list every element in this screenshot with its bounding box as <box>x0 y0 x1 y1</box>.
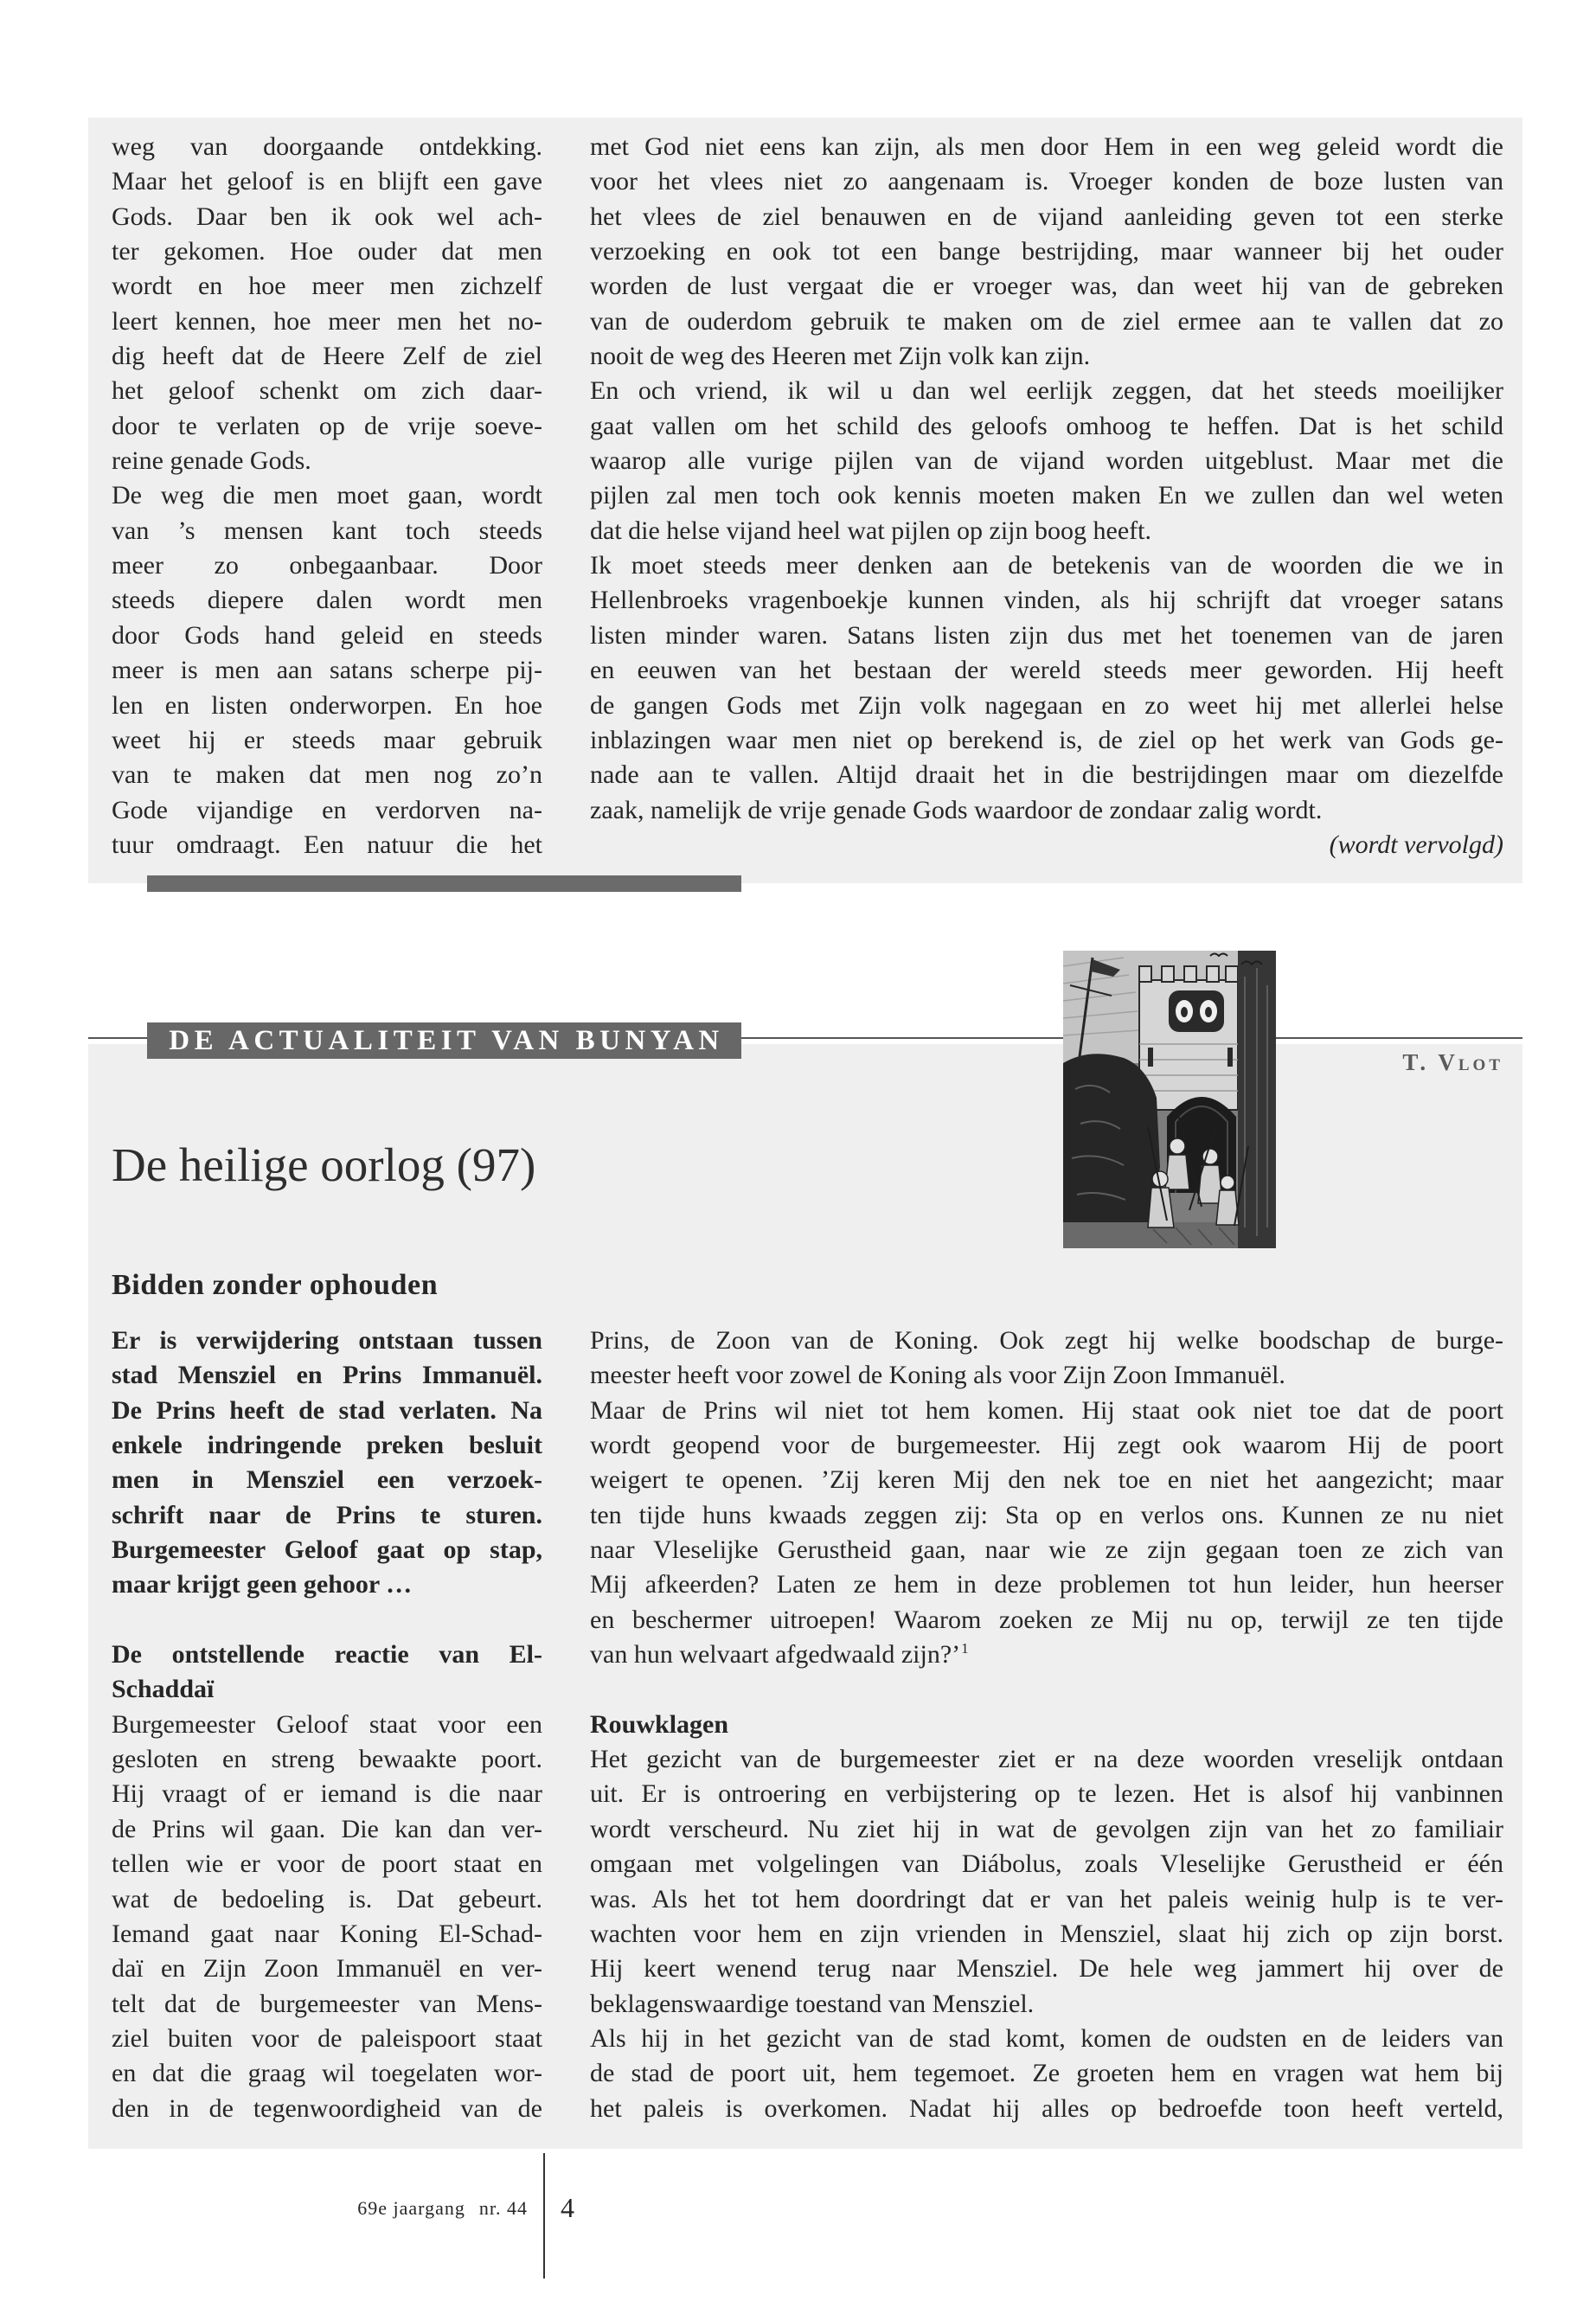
text-line: steeds diepere dalen wordt men <box>112 586 542 615</box>
text-line: en eeuwen van het bestaan der wereld steeds meer geworden. Hij heeft <box>590 656 1503 685</box>
right-body-part1 <box>590 1324 1503 1672</box>
footer-divider <box>543 2153 545 2279</box>
text-line: het geloof schenkt om zich daar- <box>112 376 542 406</box>
text-line: De weg die men moet gaan, wordt <box>112 481 542 510</box>
top-right-column <box>590 130 1503 862</box>
text-line: meester heeft voor zowel de Koning als voor Zijn Zoon Immanuël. <box>590 1361 1285 1390</box>
article-subtitle: Bidden zonder ophouden <box>112 1269 439 1301</box>
text-line: wat de bedoeling is. Dat gebeurt. <box>112 1884 542 1913</box>
paragraph <box>590 1394 1503 1673</box>
text-line: de stad de poort uit, hem tegemoet. Ze groeten hem en vragen wat hem bij <box>590 2059 1503 2088</box>
text-line: nooit de weg des Heeren met Zijn volk kan zijn. <box>590 342 1091 371</box>
paragraph <box>590 1742 1503 2022</box>
text-line: daï en Zijn Zoon Immanuël en ver- <box>112 1954 542 1984</box>
paragraph <box>590 374 1503 548</box>
text-line: Gode vijandige en verdorven na- <box>112 795 542 824</box>
text-line: inblazingen waar men niet op berekend is, de ziel op het werk van Gods ge- <box>590 725 1503 754</box>
continuation-note: (wordt vervolgd) <box>1329 830 1503 859</box>
text-line: Ik moet steeds meer denken aan de betekenis van de woorden die we in <box>590 551 1503 580</box>
text-line: Hij keert wenend terug naar Mensziel. De hele weg jammert hij over de <box>590 1954 1503 1984</box>
section-heading: Rouwklagen <box>590 1709 729 1739</box>
text-line: met God niet eens kan zijn, als men door Hem in een weg geleid wordt die <box>590 132 1503 161</box>
text-line: wordt en hoe meer men zichzelf <box>112 272 542 301</box>
text-line: gaat vallen om het schild des geloofs omhoog te heffen. Dat is het schild <box>590 411 1503 440</box>
crowd <box>1063 1054 1160 1248</box>
text-line: listen minder waren. Satans listen zijn dus met het toenemen van de jaren <box>590 620 1503 650</box>
divider-bar <box>147 875 741 892</box>
text-line: Hij vraagt of er iemand is die naar <box>112 1779 542 1809</box>
text-line: gesloten en streng bewaakte poort. <box>112 1745 542 1774</box>
text-line: telt dat de burgemeester van Mens- <box>112 1989 542 2018</box>
text-line: ten tijde huns kwaads zeggen zij: Sta op en verlos ons. Kunnen ze nu niet <box>590 1500 1503 1529</box>
page-number: 4 <box>561 2192 574 2223</box>
paragraph <box>112 130 542 478</box>
text-line: stad Mensziel en Prins Immanuël. <box>112 1361 542 1390</box>
text-line: leert kennen, hoe meer men het no- <box>112 306 542 336</box>
article-title: De heilige oorlog (97) <box>112 1138 536 1191</box>
text-line: schrift naar de Prins te sturen. <box>112 1500 542 1529</box>
text-line: nade aan te vallen. Altijd draait het in die bestrijdingen maar om diezelfde <box>590 760 1503 790</box>
text-line: van te maken dat men nog zo’n <box>112 760 542 790</box>
text-line: meer zo onbegaanbaar. Door <box>112 551 542 580</box>
text-line: ter gekomen. Hoe ouder dat men <box>112 237 542 266</box>
footer-issue: nr. 44 <box>478 2197 528 2219</box>
text-line: wachten voor hem en zijn vrienden in Mensziel, slaat hij zich op zijn borst. <box>590 1919 1503 1948</box>
text-line: Er is verwijdering ontstaan tussen <box>112 1326 542 1355</box>
line-text: van hun welvaart afgedwaald zijn?’ <box>590 1640 961 1670</box>
text-line: den in de tegenwoordigheid van de <box>112 2093 542 2123</box>
text-line: door Gods hand geleid en steeds <box>112 620 542 650</box>
top-left-column <box>112 130 542 862</box>
text-line: de Prins wil gaan. Die kan dan ver- <box>112 1814 542 1843</box>
spacer <box>112 1603 542 1638</box>
top-right-paragraphs <box>590 130 1503 828</box>
text-line: ziel buiten voor de paleispoort staat <box>112 2023 542 2053</box>
woodcut-illustration <box>1063 951 1276 1248</box>
footer-issue-info <box>311 2195 528 2221</box>
text-line: dat die helse vijand heel wat pijlen op zijn boog heeft. <box>590 516 1151 545</box>
text-line: weet hij er steeds maar gebruik <box>112 725 542 754</box>
text-line: Mij afkeerden? Laten ze hem in deze problemen tot hun leider, hun heerser <box>590 1570 1503 1599</box>
text-line: De ontstellende reactie van El- <box>112 1640 542 1670</box>
paragraph <box>112 478 542 862</box>
text-line: waarop alle vurige pijlen van de vijand worden uitgeblust. Maar met die <box>590 446 1503 476</box>
text-line: len en listen onderworpen. En hoe <box>112 690 542 720</box>
paragraph <box>112 1638 542 1708</box>
text-line <box>590 1638 1503 1672</box>
text-line: weg van doorgaande ontdekking. <box>112 132 542 161</box>
article-intro <box>112 1324 542 1603</box>
text-line: En och vriend, ik wil u dan wel eerlijk zeggen, dat het steeds moeilijker <box>590 376 1503 406</box>
subheading <box>112 1638 542 1708</box>
footnote-marker[interactable]: 1 <box>961 1640 969 1657</box>
article-right-column <box>590 1324 1503 2126</box>
text-line: Iemand gaat naar Koning El-Schad- <box>112 1919 542 1948</box>
text-line: De Prins heeft de stad verlaten. Na <box>112 1395 542 1425</box>
text-line: verzoeking en ook tot een bange bestrijding, maar wanneer bij het ouder <box>590 237 1503 266</box>
article-left-column <box>112 1324 542 2126</box>
text-line: door te verlaten op de vrije soeve- <box>112 411 542 440</box>
text-line: pijlen zal men toch ook kennis moeten maken En we zullen dan wel weten <box>590 481 1503 510</box>
text-line: het paleis is overkomen. Nadat hij alles op bedroefde toon heeft verteld, <box>590 2093 1503 2123</box>
text-line: weigert te openen. ’Zij keren Mij den nek toe en niet het aangezicht; maar <box>590 1465 1503 1495</box>
text-line: Burgemeester Geloof staat voor een <box>112 1709 542 1739</box>
text-line: wordt geopend voor de burgemeester. Hij zegt ook waarom Hij de poort <box>590 1431 1503 1460</box>
text-line: meer is men aan satans scherpe pij- <box>112 656 542 685</box>
text-line: van de ouderdom gebruik te maken om de ziel ermee aan te vallen dat zo <box>590 306 1503 336</box>
text-line: enkele indringende preken besluit <box>112 1431 542 1460</box>
text-line: Hellenbroeks vragenboekje kunnen vinden, als hij schrijft dat vroeger satans <box>590 586 1503 615</box>
emblem-mask <box>1169 990 1224 1032</box>
text-line: Prins, de Zoon van de Koning. Ook zegt hij welke boodschap de burge- <box>590 1326 1503 1355</box>
text-line: Burgemeester Geloof gaat op stap, <box>112 1535 542 1565</box>
spacer <box>590 1672 1503 1707</box>
footer-volume: 69e jaargang <box>357 2197 465 2219</box>
right-body-part2 <box>590 1742 1503 2126</box>
text-line: tellen wie er voor de poort staat en <box>112 1849 542 1879</box>
text-line: en beschermer uitroepen! Waarom zoeken ze Mij nu op, terwijl ze ten tijde <box>590 1605 1503 1634</box>
paragraph <box>590 1324 1503 1394</box>
paragraph <box>590 2022 1503 2126</box>
text-line: zaak, namelijk de vrije genade Gods waardoor de zondaar zalig wordt. <box>590 795 1323 824</box>
text-line: Gods. Daar ben ik ook wel ach- <box>112 202 542 231</box>
text-line: de gangen Gods met Zijn volk nagegaan en zo weet hij met allerlei helse <box>590 690 1503 720</box>
text-line: het vlees de ziel benauwen en de vijand aanleiding geven tot een sterke <box>590 202 1503 231</box>
text-line: van ’s mensen kant toch steeds <box>112 516 542 545</box>
text-line: men in Mensziel een verzoek- <box>112 1465 542 1495</box>
text-line: tuur omdraagt. Een natuur die het <box>112 830 542 859</box>
text-line: Het gezicht van de burgemeester ziet er na deze woorden vreselijk ontdaan <box>590 1745 1503 1774</box>
text-line: Als hij in het gezicht van de stad komt, komen de oudsten en de leiders van <box>590 2023 1503 2053</box>
text-line: reine genade Gods. <box>112 446 311 476</box>
text-line: maar krijgt geen gehoor … <box>112 1570 413 1599</box>
text-line: omgaan met volgelingen van Diábolus, zoals Vleselijke Gerustheid er één <box>590 1849 1503 1879</box>
paragraph <box>112 1708 542 2126</box>
text-line: voor het vlees niet zo aangenaam is. Vroeger konden de boze lusten van <box>590 167 1503 196</box>
left-body <box>112 1708 542 2126</box>
paragraph <box>590 548 1503 828</box>
text-line: beklagenswaardige toestand van Mensziel. <box>590 1989 1035 2018</box>
paragraph <box>112 1324 542 1603</box>
text-line: was. Als het tot hem doordringt dat er van het paleis weinig hulp is te ver- <box>590 1884 1503 1913</box>
text-line: wordt verscheurd. Nu ziet hij in wat de gevolgen zijn van het zo familiair <box>590 1814 1503 1843</box>
paragraph <box>590 130 1503 374</box>
text-line: Maar de Prins wil niet tot hem komen. Hij staat ook niet toe dat de poort <box>590 1395 1503 1425</box>
author-byline: T. Vlot <box>1402 1049 1503 1075</box>
text-line: worden de lust vergaat die er vroeger was, dan weet hij van de gebreken <box>590 272 1503 301</box>
text-line: dig heeft dat de Heere Zelf de ziel <box>112 342 542 371</box>
castle-tower <box>1139 966 1238 1110</box>
text-line: uit. Er is ontroering en verbijstering op te lezen. Het is alsof hij vanbinnen <box>590 1779 1503 1809</box>
text-line: naar Vleselijke Gerustheid gaan, naar wie ze zijn gegaan toen ze zich van <box>590 1535 1503 1565</box>
dark-wall <box>1238 951 1276 1248</box>
section-label: DE ACTUALITEIT VAN BUNYAN <box>147 1022 741 1059</box>
text-line: Maar het geloof is en blijft een gave <box>112 167 542 196</box>
text-line: Schaddaï <box>112 1675 215 1704</box>
text-line: en dat die graag wil toegelaten wor- <box>112 2059 542 2088</box>
